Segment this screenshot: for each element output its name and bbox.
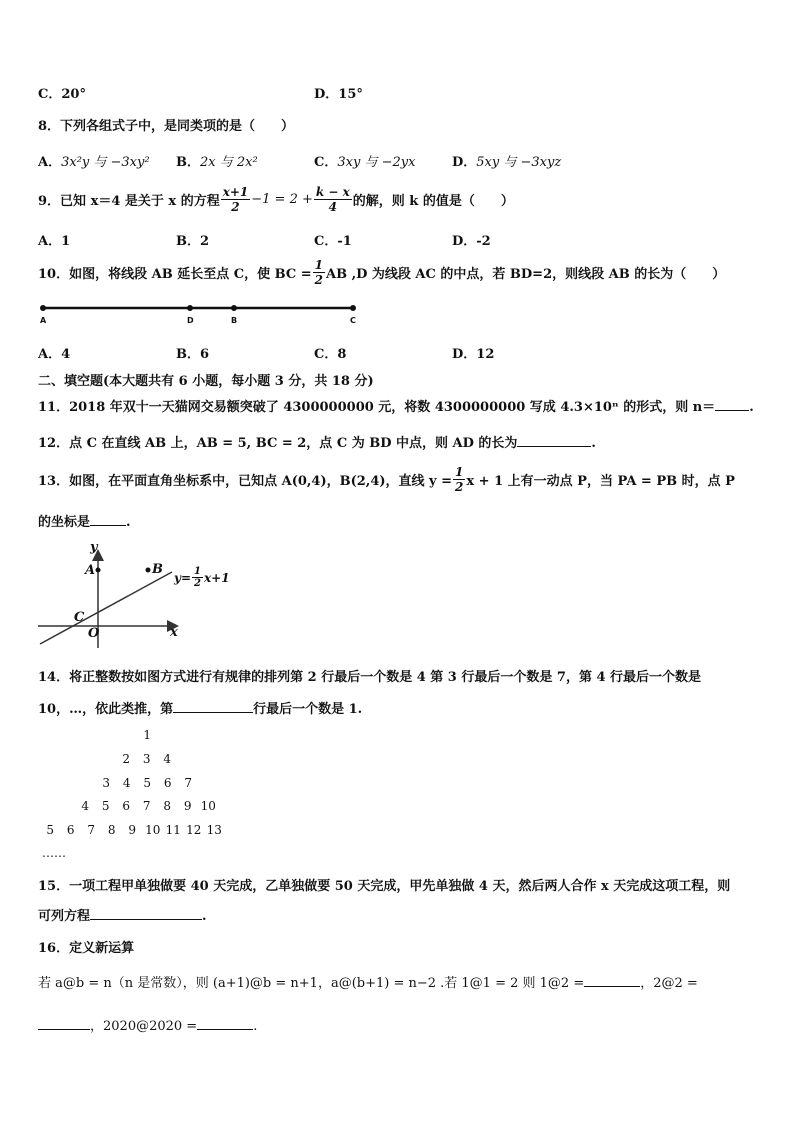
q13-stem: 13．如图，在平面直角坐标系中，已知点 A(0,4)，B(2,4)，直线 y = $\frac{1}{2}$ x + 1 上有一动点 P，当 PA = PB 时，点 P [38,465,735,494]
q16-line-1: 若 a@b = n（n 是常数），则 (a+1)@b = n+1，a@(b+1) = n−2 .若 1@1 = 2 则 1@2 = ，2@2 = [38,976,698,991]
triangle-number: 5 [46,823,55,837]
point-c-label: C [74,610,85,625]
point-b-label: B [152,562,163,577]
q13-answer-blank[interactable] [90,513,126,526]
point-a-label: A [85,563,96,578]
q8-option-b: B．2x 与 2x² [176,155,258,170]
q15-answer-blank[interactable] [90,907,202,920]
q15-line-2: 可列方程 . [38,909,207,924]
triangle-number: 4 [163,752,172,766]
origin-label: O [88,626,100,641]
q10-stem: 10．如图，将线段 AB 延长至点 C，使 BC = $\frac{1}{2}$ AB ,D 为线段 AC 的中点，若 BD=2，则线段 AB 的长为（ ） [38,258,726,287]
q9-option-b: B．2 [176,234,210,249]
q9-option-a: A．1 [38,234,71,249]
q13-line-2: 的坐标是 . [38,515,131,530]
point-d-label: D [187,316,194,325]
triangle-number: 1 [143,728,152,742]
point-a-dot [40,305,46,311]
q7-option-d: D．15° [314,87,363,102]
q12-answer-blank[interactable] [517,434,591,447]
q16-title: 16．定义新运算 [38,941,135,956]
q9-stem: 9．已知 x＝4 是关于 x 的方程 $\frac{x+1}{2}$ −1 = 2 + $\frac{k - x}{4}$ 的解，则 k 的值是（ ） [38,185,514,214]
q16-answer-blank-3[interactable] [197,1017,253,1030]
triangle-number: 11 [165,823,181,837]
triangle-row-3 [96,776,199,790]
triangle-number: 13 [206,823,222,837]
q13-graph [36,542,236,652]
triangle-number: 9 [128,823,137,837]
triangle-row-1 [137,728,158,742]
triangle-number: 2 [122,752,131,766]
q11-answer-blank[interactable] [715,398,749,411]
q8-option-c: C．3xy 与 −2yx [314,155,416,170]
point-b-dot [146,568,151,573]
q9-option-c: C．-1 [314,234,352,249]
triangle-number: 5 [143,776,152,790]
point-c-label: C [350,316,356,325]
point-a-dot [96,568,101,573]
q7-option-c: C．20° [38,87,86,102]
point-d-dot [187,305,193,311]
q9-fraction-1: $\frac{x+1}{2}$ [222,185,249,214]
y-axis-label: y [90,540,98,555]
triangle-number: 10 [145,823,161,837]
q14-line-1: 14．将正整数按如图方式进行有规律的排列第 2 行最后一个数是 4 第 3 行最后一个数是 7，第 4 行最后一个数是 [38,670,702,685]
q8-option-d: D．5xy 与 −3xyz [452,155,562,170]
q8-stem: 8．下列各组式子中，是同类项的是（ ） [38,119,295,134]
q10-option-b: B．6 [176,347,210,362]
triangle-number: 6 [163,776,172,790]
triangle-number: 8 [163,799,172,813]
point-a-label: A [40,316,47,325]
q11-stem: 11．2018 年双十一天猫网交易额突破了 4300000000 元，将数 4300000000 写成 4.3×10ⁿ 的形式，则 n＝ . [38,400,754,415]
q10-segment-diagram [38,302,368,314]
triangle-number: 6 [66,823,75,837]
triangle-number: 10 [200,799,216,813]
triangle-number: 6 [122,799,131,813]
q14-line-2: 10，…，依此类推，第 行最后一个数是 1. [38,702,363,717]
q10-fraction: $\frac{1}{2}$ [314,258,323,287]
triangle-number: 4 [122,776,131,790]
line-y-half-x-plus-1 [40,572,172,644]
point-b-label: B [231,316,238,325]
triangle-number: 5 [101,799,110,813]
point-b-dot [231,305,237,311]
line-equation-label: y= $\frac{1}{2}$ x+1 [174,566,230,589]
q8-option-a: A．3x²y 与 −3xy² [38,155,150,170]
q9-fraction-2: $\frac{k - x}{4}$ [315,185,350,214]
triangle-number: 7 [184,776,193,790]
triangle-row-2 [116,752,178,766]
triangle-row-4 [75,799,219,813]
triangle-number: 8 [107,823,116,837]
q14-answer-blank[interactable] [173,700,253,713]
q13-fraction: $\frac{1}{2}$ [455,465,464,494]
q9-option-d: D．-2 [452,234,491,249]
q10-option-a: A．4 [38,347,71,362]
q16-answer-blank-1[interactable] [584,974,640,987]
triangle-number: 9 [183,799,192,813]
q12-stem: 12．点 C 在直线 AB 上，AB = 5, BC = 2，点 C 为 BD 中点，则 AD 的长为 . [38,436,596,451]
q10-option-d: D．12 [452,347,495,362]
section-heading: 二、填空题(本大题共有 6 小题，每小题 3 分，共 18 分) [38,374,374,389]
q16-line-2: ，2020@2020 = . [38,1015,257,1034]
triangle-ellipsis: …… [42,846,66,860]
triangle-number: 3 [102,776,111,790]
triangle-number: 7 [87,823,96,837]
q10-option-c: C．8 [314,347,347,362]
q15-line-1: 15．一项工程甲单独做要 40 天完成，乙单独做要 50 天完成，甲先单独做 4 天，然后两人合作 x 天完成这项工程，则 [38,879,731,894]
q16-answer-blank-2[interactable] [38,1017,90,1030]
point-c-dot [350,305,356,311]
x-axis-label: x [170,625,178,640]
triangle-row-5 [40,823,225,837]
triangle-number: 3 [142,752,151,766]
triangle-number: 12 [186,823,202,837]
triangle-number: 7 [142,799,151,813]
triangle-number: 4 [81,799,90,813]
